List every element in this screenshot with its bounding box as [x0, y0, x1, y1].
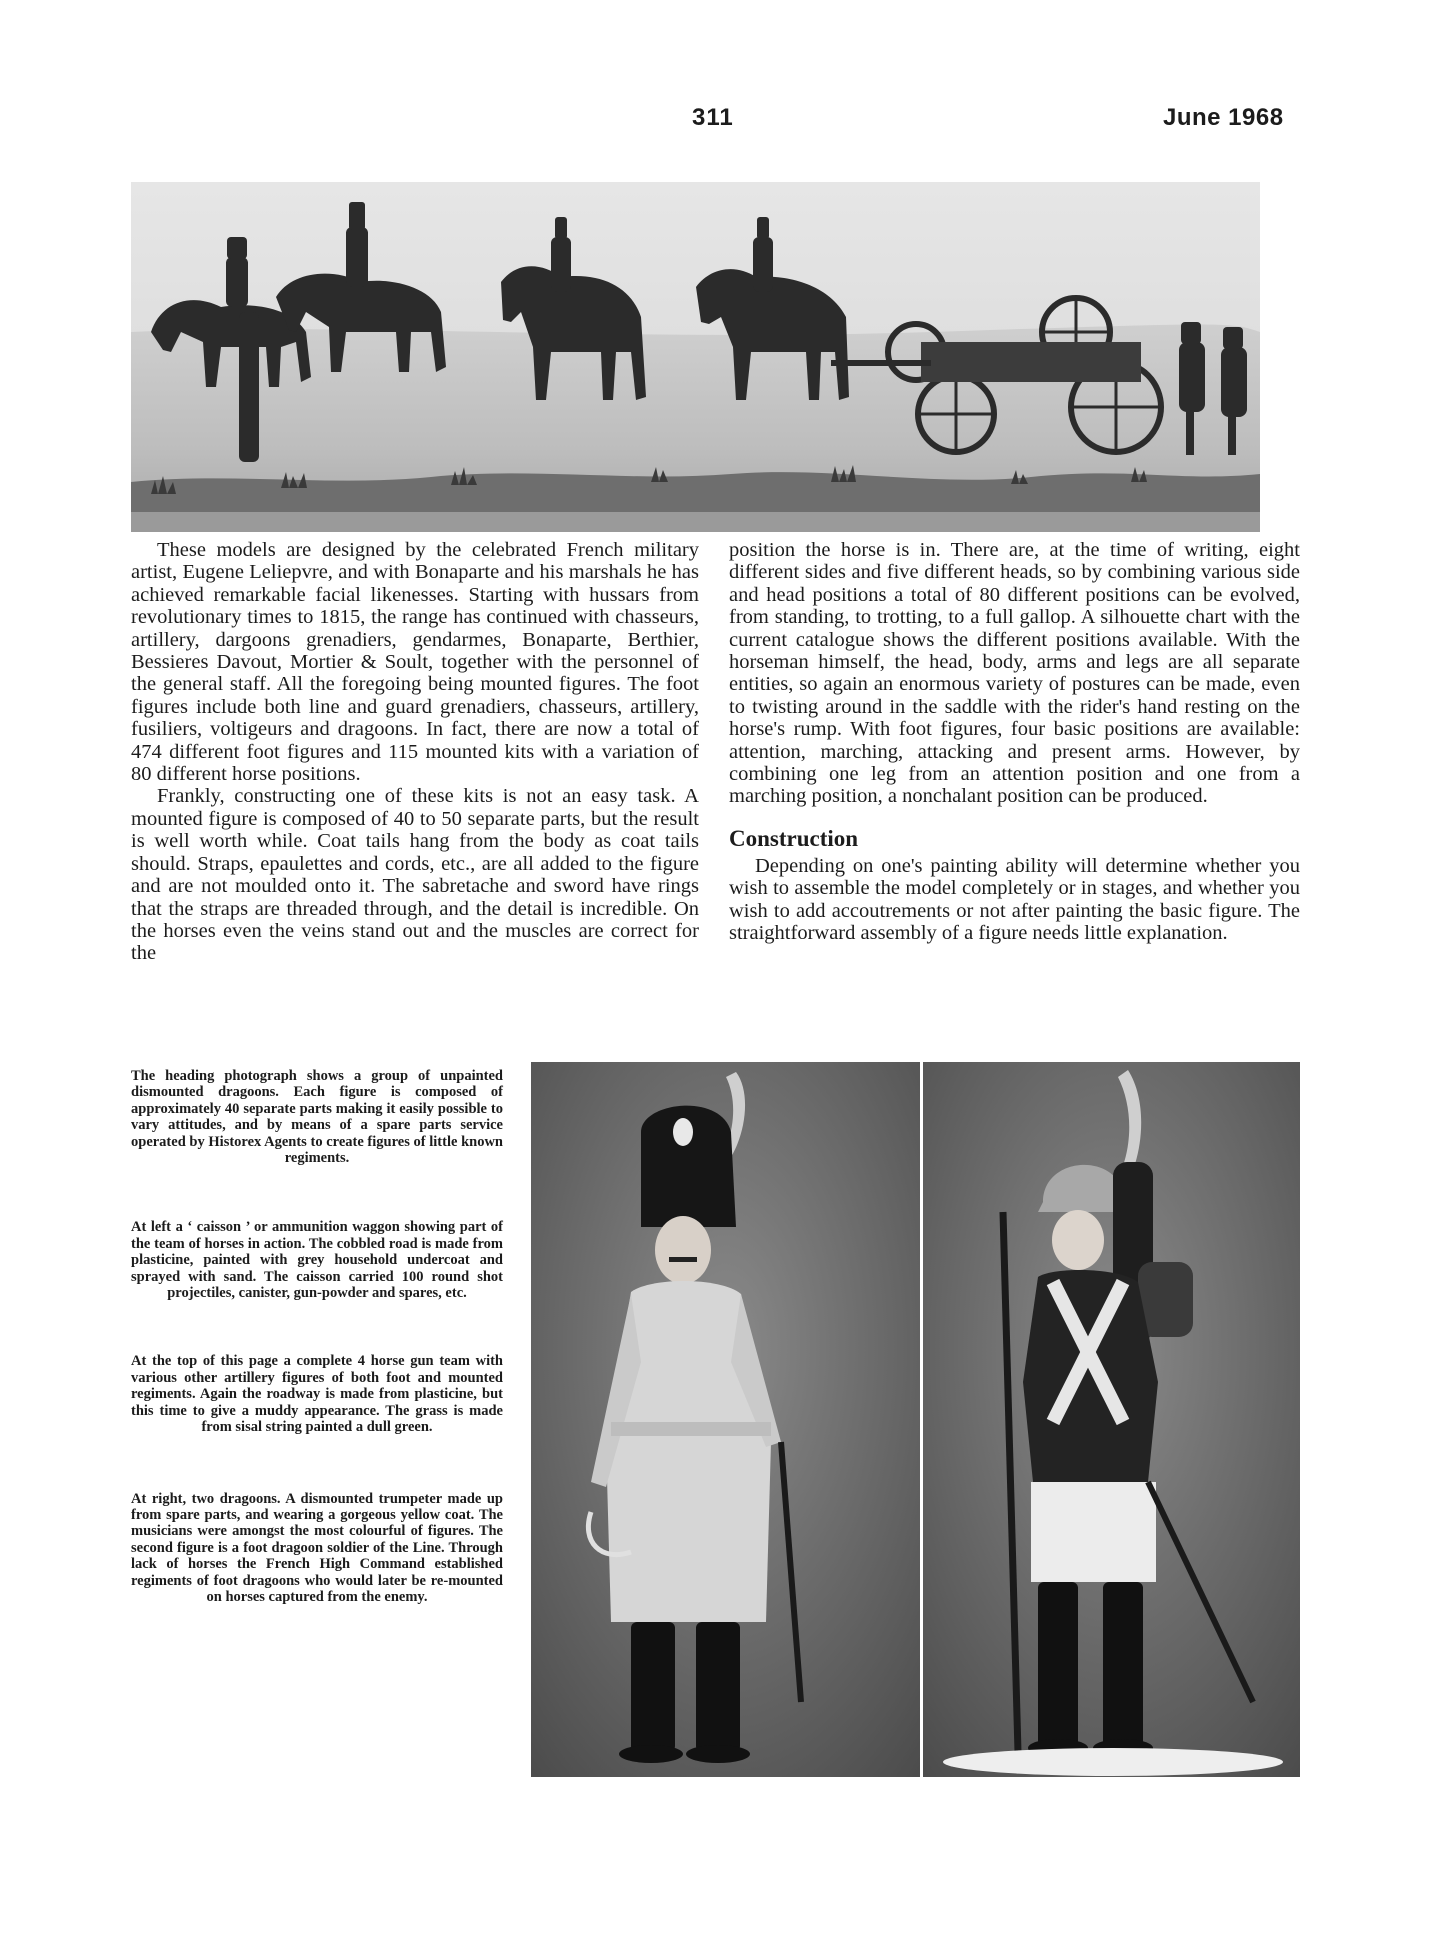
foot-dragoon-figure-photo [923, 1062, 1300, 1777]
section-heading: Construction [729, 825, 859, 851]
article-paragraph: Depending on one's painting ability will determine whether you wish to assemble the model completely or in stages, and whether you wish to add accoutrements or not after painting the basic figure. The straightforward assembly of a figure needs little explanation. [729, 854, 1300, 945]
article-left-column [131, 539, 699, 965]
article-paragraph: These models are designed by the celebrated French military artist, Eugene Leliepvre, and with Bonaparte and his marshals he has achieved remarkable facial likenesses. Starting with hussars from revolutionary times to 1815, the range has continued with chasseurs, artillery, dargoons grenadiers, gendarmes, Bonaparte, Berthier, Bessieres Davout, Mortier & Soult, together with the personnel of the general staff. All the foregoing being mounted figures. The foot figures include both line and guard grenadiers, chasseurs, artillery, fusiliers, voltigeurs and dragoons. In fact, there are now a total of 474 different foot figures and 115 mounted kits with a variation of 80 different horse positions. [131, 539, 699, 786]
photo-captions [131, 1068, 503, 1605]
caption-gun-team: At the top of this page a complete 4 horse gun team with various other artillery figures of both foot and mounted regiments. Again the roadway is made from plasticine, but this time to give a muddy appearance. The grass is made from sisal string painted a dull green. [131, 1353, 503, 1436]
caption-dragoons: At right, two dragoons. A dismounted trumpeter made up from spare parts, and wearing a gorgeous yellow coat. The musicians were amongst the most colourful of figures. The second figure is a foot dragoon soldier of the Line. Through lack of horses the French High Command established regiments of foot dragoons who would later be re-mounted on horses captured from the enemy. [131, 1490, 503, 1605]
caption-caisson: At left a ‘ caisson ’ or ammunition waggon showing part of the team of horses in action. The cobbled road is made from plasticine, painted with grey household undercoat and sprayed with sand. The caisson carried 100 round shot projectiles, canister, gun-powder and spares, etc. [131, 1219, 503, 1302]
article-paragraph: position the horse is in. There are, at the time of writing, eight different sides and five different heads, so by combining various side and head positions a total of 80 different positions can be evolved, from standing, to trotting, to a full gallop. A silhouette chart with the current catalogue shows the different positions available. With the horseman himself, the head, body, arms and legs are all separate entities, so again an enormous variety of postures can be made, even to twisting around in the saddle with the rider's hand resting on the horse's rump. With foot figures, four basic positions are available: attention, marching, attacking and present arms. However, by combining one leg from an attention position and one from a marching position, a nonchalant position can be produced. [729, 539, 1300, 808]
gun-team-photo [131, 182, 1260, 532]
trumpeter-figure-photo [531, 1062, 920, 1777]
article-right-column [729, 539, 1300, 945]
caption-heading-photo: The heading photograph shows a group of unpainted dismounted dragoons. Each figure is composed of approximately 40 separate parts making it easily possible to vary attitudes, and by means of a spare parts service operated by Historex Agents to create figures of little known regiments. [131, 1068, 503, 1167]
article-paragraph: Frankly, constructing one of these kits is not an easy task. A mounted figure is composed of 40 to 50 separate parts, but the result is well worth while. Coat tails hang from the body as coat tails should. Straps, epaulettes and cords, etc., are all added to the figure and are not moulded onto it. The sabretache and sword have rings that the straps are threaded through, and the detail is incredible. On the horses even the veins stand out and the muscles are correct for the [131, 785, 699, 965]
issue-date: June 1968 [1163, 104, 1284, 131]
page-number: 311 [692, 104, 734, 131]
